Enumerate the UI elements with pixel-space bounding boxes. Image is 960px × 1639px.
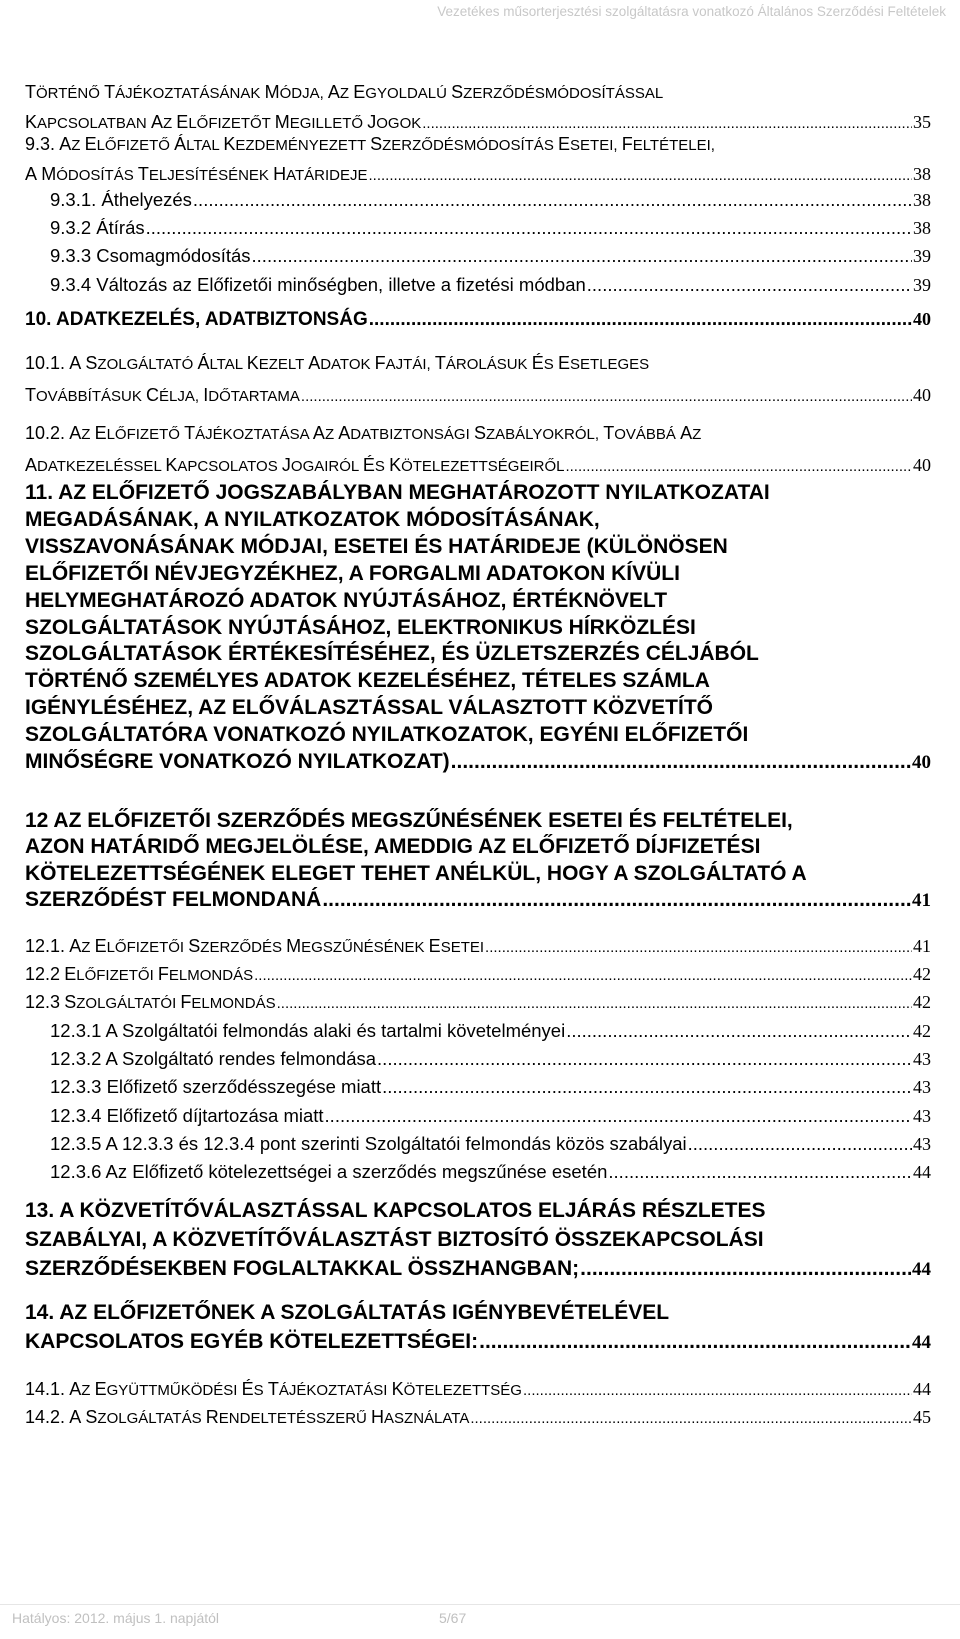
- dot-leader: [377, 1045, 912, 1073]
- dot-leader: [565, 452, 912, 482]
- toc-page-number: 42: [913, 964, 931, 984]
- toc-page-number: 42: [913, 1021, 931, 1041]
- toc-page-number: 38: [913, 218, 931, 238]
- toc-entry-title: 12.1. AZ ELŐFIZETŐI SZERZŐDÉS MEGSZŰNÉSÉNEK ESETEI: [25, 936, 485, 956]
- toc-page-number: 41: [912, 889, 931, 911]
- toc-page-number: 39: [913, 275, 931, 295]
- toc-entry-title: SZERZŐDÉST FELMONDANÁ: [25, 887, 322, 911]
- toc-entry-title: AZON HATÁRIDŐ MEGJELÖLÉSE, AMEDDIG AZ ELŐFIZETŐ DÍJFIZETÉSI: [25, 835, 761, 859]
- toc-page-number: 38: [913, 190, 931, 210]
- toc-entry-title: 13. A KÖZVETÍTŐVÁLASZTÁSSAL KAPCSOLATOS ELJÁRÁS RÉSZLETES: [25, 1199, 766, 1222]
- dot-leader: [193, 186, 912, 214]
- toc-page-number: 35: [913, 112, 931, 132]
- toc-page-number: 45: [913, 1407, 931, 1427]
- toc-entry-title: SZOLGÁLTATÓRA VONATKOZÓ NYILATKOZATOK, EGYÉNI ELŐFIZETŐI: [25, 723, 749, 747]
- dot-leader: [566, 1017, 912, 1045]
- toc-entry[interactable]: [25, 418, 931, 482]
- dot-leader: [608, 1158, 912, 1186]
- toc-entry-title: 14. AZ ELŐFIZETŐNEK A SZOLGÁLTATÁS IGÉNYBEVÉTELÉVEL: [25, 1301, 670, 1324]
- toc-entry-title: KÖTELEZETTSÉGÉNEK ELEGET TEHET ANÉLKÜL, HOGY A SZOLGÁLTATÓ A: [25, 861, 807, 885]
- dot-leader: [325, 1102, 912, 1130]
- toc-page-number: 40: [913, 455, 931, 475]
- toc-entry-title: TÖRTÉNŐ SZEMÉLYES ADATOK KEZELÉSÉHEZ, TÉTELES SZÁMLA: [25, 669, 710, 693]
- toc-entry-title: A MÓDOSÍTÁS TELJESÍTÉSÉNEK HATÁRIDEJE: [25, 164, 368, 184]
- page-footer: [12, 1610, 467, 1626]
- toc-entry-title: 11. AZ ELŐFIZETŐ JOGSZABÁLYBAN MEGHATÁROZOTT NYILATKOZATAI: [25, 481, 770, 504]
- toc-entry-title: MEGADÁSÁNAK, A NYILATKOZATOK MÓDOSÍTÁSÁNAK,: [25, 507, 600, 531]
- toc-entry-title: TÖRTÉNŐ TÁJÉKOZTATÁSÁNAK MÓDJA, AZ EGYOLDALÚ SZERZŐDÉSMÓDOSÍTÁSSAL: [25, 82, 664, 102]
- toc-entry[interactable]: [50, 242, 931, 270]
- toc-entry[interactable]: [25, 1298, 931, 1357]
- toc-entry[interactable]: [25, 1403, 931, 1433]
- toc-entry[interactable]: [50, 1017, 931, 1045]
- toc-entry-title: 12.3.4 Előfizető díjtartozása miatt: [50, 1105, 324, 1126]
- toc-entry-title: 10. ADATKEZELÉS, ADATBIZTONSÁG: [25, 309, 368, 330]
- toc-page-number: 44: [912, 1259, 931, 1280]
- toc-entry-title: MINŐSÉGRE VONATKOZÓ NYILATKOZAT): [25, 750, 450, 774]
- toc-entry[interactable]: [50, 1073, 931, 1101]
- toc-entry[interactable]: [25, 78, 931, 138]
- toc-entry[interactable]: [50, 1158, 931, 1186]
- toc-entry-title: SZOLGÁLTATÁSOK NYÚJTÁSÁHOZ, ELEKTRONIKUS HÍRKÖZLÉSI: [25, 615, 696, 639]
- toc-entry[interactable]: [50, 186, 931, 214]
- toc-entry[interactable]: [25, 808, 931, 914]
- toc-entry[interactable]: [50, 271, 931, 299]
- toc-entry[interactable]: [50, 1102, 931, 1130]
- toc-page-number: 39: [913, 246, 931, 266]
- toc-page-number: 43: [913, 1106, 931, 1126]
- toc-entry-title: 14.2. A SZOLGÁLTATÁS RENDELTETÉSSZERŰ HASZNÁLATA: [25, 1407, 470, 1427]
- toc-entry[interactable]: [25, 130, 931, 190]
- dot-leader: [322, 887, 911, 913]
- dot-leader: [485, 934, 912, 962]
- toc-page-number: 40: [913, 309, 931, 329]
- toc-page-number: 40: [913, 385, 931, 405]
- dot-leader: [688, 1130, 912, 1158]
- toc-entry-title: KAPCSOLATOS EGYÉB KÖTELEZETTSÉGEI:: [25, 1330, 479, 1353]
- dot-leader: [580, 1254, 911, 1283]
- toc-entry-title: 12.3 SZOLGÁLTATÓI FELMONDÁS: [25, 992, 276, 1012]
- toc-page-number: 43: [913, 1049, 931, 1069]
- toc-entry-title: 12.3.6 Az Előfizető kötelezettségei a szerződés megszűnése esetén: [50, 1161, 608, 1182]
- toc-entry-title: 12.3.3 Előfizető szerződésszegése miatt: [50, 1076, 382, 1097]
- dot-leader: [252, 242, 912, 270]
- toc-entry-title: IGÉNYLÉSÉHEZ, AZ ELŐVÁLASZTÁSSAL VÁLASZTOTT KÖZVETÍTŐ: [25, 696, 713, 720]
- toc-entry[interactable]: [50, 1045, 931, 1073]
- dot-leader: [146, 214, 912, 242]
- toc-entry-title: SZOLGÁLTATÁSOK ÉRTÉKESÍTÉSÉHEZ, ÉS ÜZLETSZERZÉS CÉLJÁBÓL: [25, 642, 759, 666]
- toc-entry-title: 10.2. AZ ELŐFIZETŐ TÁJÉKOZTATÁSA AZ ADATBIZTONSÁGI SZABÁLYOKRÓL, TOVÁBBÁ AZ: [25, 423, 702, 443]
- toc-entry-title: 14.1. AZ EGYÜTTMŰKÖDÉSI ÉS TÁJÉKOZTATÁSI KÖTELEZETTSÉG: [25, 1379, 522, 1399]
- toc-entry-title: 9.3.3 Csomagmódosítás: [50, 245, 251, 266]
- toc-entry[interactable]: [25, 305, 931, 334]
- toc-entry[interactable]: [50, 214, 931, 242]
- toc-entry[interactable]: [25, 1196, 931, 1284]
- toc-entry-title: HELYMEGHATÁROZÓ ADATOK NYÚJTÁSÁHOZ, ÉRTÉKNÖVELT: [25, 588, 668, 612]
- toc-page-number: 38: [913, 164, 931, 184]
- toc-page-number: 40: [912, 752, 931, 774]
- toc-entry-title: 12 AZ ELŐFIZETŐI SZERZŐDÉS MEGSZŰNÉSÉNEK ESETEI ÉS FELTÉTELEI,: [25, 809, 793, 832]
- toc-entry-title: SZABÁLYAI, A KÖZVETÍTŐVÁLASZTÁST BIZTOSÍTÓ ÖSSZEKAPCSOLÁSI: [25, 1228, 764, 1251]
- effective-date: Hatályos: 2012. május 1. napjától: [12, 1610, 220, 1626]
- dot-leader: [369, 306, 912, 334]
- toc-entry-title: 12.3.2 A Szolgáltató rendes felmondása: [50, 1048, 377, 1069]
- toc-entry-title: 9.3.4 Változás az Előfizetői minőségben, illetve a fizetési módban: [50, 274, 586, 295]
- toc-entry[interactable]: [50, 1130, 931, 1158]
- toc-entry-title: KAPCSOLATBAN AZ ELŐFIZETŐT MEGILLETŐ JOGOK: [25, 112, 422, 132]
- toc-entry[interactable]: [25, 1375, 931, 1405]
- dot-leader: [277, 990, 912, 1018]
- toc-entry-title: ADATKEZELÉSSEL KAPCSOLATOS JOGAIRÓL ÉS KÖTELEZETTSÉGEIRŐL: [25, 455, 565, 475]
- toc-entry[interactable]: [25, 988, 931, 1018]
- toc-page-number: 43: [913, 1134, 931, 1154]
- dot-leader: [479, 1327, 911, 1356]
- dot-leader: [587, 271, 912, 299]
- running-header: Vezetékes műsorterjesztési szolgáltatásra vonatkozó Általános Szerződési Feltételek: [437, 4, 946, 19]
- toc-entry-title: 12.2 ELŐFIZETŐI FELMONDÁS: [25, 964, 254, 984]
- toc-page-number: 44: [913, 1162, 931, 1182]
- toc-entry[interactable]: [25, 932, 931, 962]
- toc-entry-title: 12.3.1 A Szolgáltatói felmondás alaki és tartalmi követelményei: [50, 1020, 566, 1041]
- dot-leader: [382, 1073, 912, 1101]
- dot-leader: [301, 382, 912, 412]
- footer-divider: [0, 1604, 960, 1605]
- toc-page-number: 41: [913, 936, 931, 956]
- toc-entry-title: 9.3. AZ ELŐFIZETŐ ÁLTAL KEZDEMÉNYEZETT SZERZŐDÉSMÓDOSÍTÁS ESETEI, FELTÉTELEI,: [25, 134, 715, 154]
- toc-entry-title: 12.3.5 A 12.3.3 és 12.3.4 pont szerinti Szolgáltatói felmondás közös szabályai: [50, 1133, 687, 1154]
- dot-leader: [470, 1405, 912, 1433]
- toc-entry-title: 10.1. A SZOLGÁLTATÓ ÁLTAL KEZELT ADATOK FAJTÁI, TÁROLÁSUK ÉS ESETLEGES: [25, 353, 650, 373]
- page-number: 5/67: [439, 1610, 467, 1626]
- toc-entry-title: TOVÁBBÍTÁSUK CÉLJA, IDŐTARTAMA: [25, 385, 300, 405]
- toc-entry-title: VISSZAVONÁSÁNAK MÓDJAI, ESETEI ÉS HATÁRIDEJE (KÜLÖNÖSEN: [25, 534, 728, 558]
- toc-page-number: 44: [913, 1379, 931, 1399]
- toc-entry-title: ELŐFIZETŐI NÉVJEGYZÉKHEZ, A FORGALMI ADATOKON KÍVÜLI: [25, 561, 680, 585]
- toc-entry[interactable]: [25, 348, 931, 412]
- toc-entry[interactable]: [25, 960, 931, 990]
- toc-page-number: 42: [913, 992, 931, 1012]
- toc-page-number: 44: [912, 1332, 931, 1353]
- toc-page-number: 43: [913, 1077, 931, 1097]
- dot-leader: [254, 962, 912, 990]
- toc-entry[interactable]: [25, 480, 931, 777]
- toc-entry-title: 9.3.1. Áthelyezés: [50, 189, 192, 210]
- toc-entry-title: SZERZŐDÉSEKBEN FOGLALTAKKAL ÖSSZHANGBAN;: [25, 1257, 580, 1280]
- toc-entry-title: 9.3.2 Átírás: [50, 217, 145, 238]
- dot-leader: [451, 749, 911, 776]
- dot-leader: [523, 1377, 912, 1405]
